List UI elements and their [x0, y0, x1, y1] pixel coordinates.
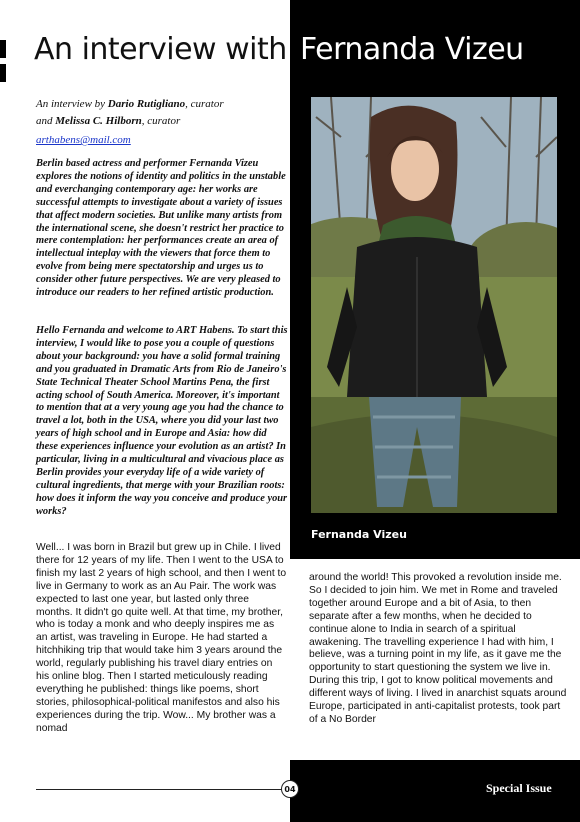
byline-line-1	[36, 96, 286, 113]
question-paragraph: Hello Fernanda and welcome to ART Habens. To start this interview, I would like to pose you a couple of questions about your background: you have a solid formal training and you graduated in Dramatic Arts from Rio de Janeiro's State Technical Theater School Martins Pena, the first acting school of South America. Moreover, it's important to mention that at a very young age you had the chance to travel a lot, both in the USA, where you did your last two years of high school and in Europe and Asia: how did these experiences influence your evolution as an artist? In particular, living in a multicultural and vivacious place as Berlin provides your everyday life of a wide variety of cultural ingredients, that merge with your Brazilian roots: how does it inform the way you conceive and produce your works?	[36, 325, 288, 517]
byline	[36, 96, 286, 149]
answer-paragraph-left: Well... I was born in Brazil but grew up in Chile. I lived there for 12 years of my life. Then I went to the USA to finish my last 2 years of high school, and then I went to live in Germany to work as an Au Pair. The work was expected to last one year, but lasted only three months. It didn't go quite well. At that time, my brother, who is today a monk and who deeply inspires me as an artist, was traveling in Europe. He had started a hitchhiking trip that would take him 3 years around the world, regularly publishing his travel diary entries on his online blog. Then I started meticulously reading everything he published: things like poems, short stories, philosophical-political manifestos and also his experiences during the trip. Wow... My brother was a nomad	[36, 542, 287, 734]
photo-caption: Fernanda Vizeu	[311, 528, 407, 541]
byline-line-2	[36, 113, 286, 130]
byline-role-1: , curator	[185, 98, 224, 110]
intro-paragraph: Berlin based actress and performer Fernanda Vizeu explores the notions of identity and politics in the unstable and everchanging contemporary age: her works are successful attempts to investigate about a variety of issues that affect modern societies. But unlike many artists from the international scene, she doesn't restrict her practice to mere contemplation: her performances create an area of intellectual inteplay with the viewers that force them to evolve from being mere spectatorship and urges us to consider other future perspectives. We are very pleased to introduce our readers to her refined artistic production.	[36, 158, 286, 299]
email-link[interactable]: arthabens@mail.com	[36, 134, 131, 146]
byline-line-3	[36, 132, 286, 149]
byline-author-2: Melissa C. Hilborn	[55, 115, 142, 127]
byline-author-1: Dario Rutigliano	[107, 98, 186, 110]
byline-prefix: An interview by	[36, 98, 108, 110]
edge-tab	[0, 64, 6, 82]
title-prefix: An interview with	[34, 32, 287, 67]
portrait-photo	[311, 97, 557, 513]
issue-label: Special Issue	[486, 781, 552, 795]
answer-paragraph-right: around the world! This provoked a revolution inside me. So I decided to join him. We met in Rome and traveled together around Europe and a bit of Asia, to then separate after a few months, when he decided to continue alone to India in search of a spiritual awakening. The travelling experience I had with him, I believe, was a turning point in my life, as it gave me the opportunity to start questioning the system we live in. During this trip, I got to know political movements and different ways of living. I lived in anarchist squats around Europe, participated in anti-capitalist protests, took part of a No Border	[309, 572, 567, 725]
edge-tab	[0, 40, 6, 58]
byline-and: and	[36, 115, 56, 127]
footer-rule	[36, 789, 284, 790]
page-number: 04	[281, 780, 299, 798]
byline-role-2: , curator	[141, 115, 181, 127]
portrait-illustration	[311, 97, 557, 513]
title-name: Fernanda Vizeu	[300, 32, 524, 67]
